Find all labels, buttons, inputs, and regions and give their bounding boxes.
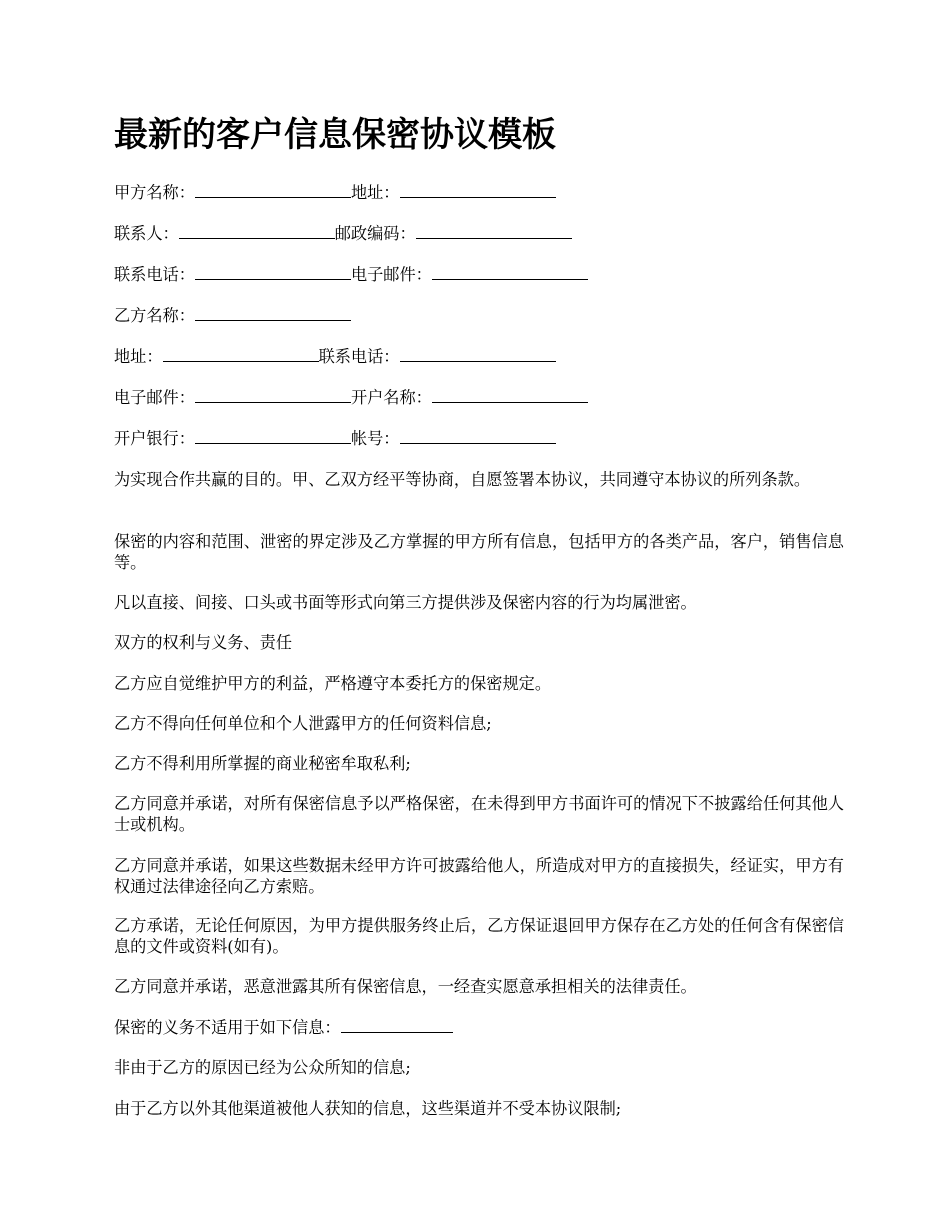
paragraph-3: 凡以直接、间接、口头或书面等形式向第三方提供涉及保密内容的行为均属泄密。 (114, 593, 697, 612)
paragraph-6: 乙方不得向任何单位和个人泄露甲方的任何资料信息; (114, 714, 492, 733)
party-b-email-blank[interactable] (195, 387, 351, 403)
account-name-label: 开户名称： (350, 388, 432, 407)
paragraph-9: 乙方同意并承诺，如果这些数据未经甲方许可披露给他人，所造成对甲方的直接损失，经证实，甲方有权通过法律途径向乙方索赔。 (114, 856, 844, 896)
party-b-email-row (114, 387, 844, 408)
paragraph-11: 乙方同意并承诺，恶意泄露其所有保密信息，一经查实愿意承担相关的法律责任。 (114, 977, 697, 996)
bank-label: 开户银行： (114, 429, 195, 448)
party-b-name-blank[interactable] (195, 305, 351, 321)
account-number-label: 帐号： (350, 429, 400, 448)
postal-code-label: 邮政编码： (334, 224, 416, 243)
party-b-address-blank[interactable] (163, 346, 319, 362)
paragraph-12: 保密的义务不适用于如下信息： (114, 1018, 341, 1037)
party-b-phone-label: 联系电话： (318, 347, 400, 366)
contact-phone-label: 联系电话： (114, 265, 195, 284)
address-label: 地址： (350, 183, 400, 202)
contact-person-blank[interactable] (179, 223, 335, 239)
contact-person-label: 联系人： (114, 224, 179, 243)
exceptions-blank[interactable] (341, 1017, 453, 1033)
account-number-blank[interactable] (400, 428, 556, 444)
postal-code-blank[interactable] (416, 223, 572, 239)
paragraph-13: 非由于乙方的原因已经为公众所知的信息; (114, 1058, 411, 1077)
paragraph-8: 乙方同意并承诺，对所有保密信息予以严格保密，在未得到甲方书面许可的情况下不披露给任何其他人士或机构。 (114, 794, 844, 834)
paragraph-12-row (114, 1017, 844, 1038)
contact-row (114, 223, 844, 244)
party-a-name-label: 甲方名称： (114, 183, 195, 202)
paragraph-5: 乙方应自觉维护甲方的利益，严格遵守本委托方的保密规定。 (114, 674, 552, 693)
contact-phone-blank[interactable] (195, 264, 351, 280)
bank-blank[interactable] (195, 428, 351, 444)
email-label: 电子邮件： (350, 265, 432, 284)
paragraph-2: 保密的内容和范围、泄密的界定涉及乙方掌握的甲方所有信息，包括甲方的各类产品，客户，销售信息等。 (114, 532, 844, 572)
party-b-name-label: 乙方名称： (114, 306, 195, 325)
paragraph-4: 双方的权利与义务、责任 (114, 633, 293, 652)
bank-row (114, 428, 844, 449)
party-b-phone-blank[interactable] (400, 346, 556, 362)
party-a-row (114, 182, 844, 203)
paragraph-10: 乙方承诺，无论任何原因，为甲方提供服务终止后，乙方保证退回甲方保存在乙方处的任何含有保密信息的文件或资料(如有)。 (114, 916, 844, 956)
party-b-email-label: 电子邮件： (114, 388, 195, 407)
party-b-row (114, 305, 844, 326)
document-title: 最新的客户信息保密协议模板 (114, 115, 556, 155)
address-blank[interactable] (400, 182, 556, 198)
party-a-name-blank[interactable] (195, 182, 351, 198)
party-b-address-label: 地址： (114, 347, 163, 366)
paragraph-14: 由于乙方以外其他渠道被他人获知的信息，这些渠道并不受本协议限制; (114, 1099, 622, 1118)
email-blank[interactable] (432, 264, 588, 280)
paragraph-7: 乙方不得利用所掌握的商业秘密牟取私利; (114, 754, 411, 773)
account-name-blank[interactable] (432, 387, 588, 403)
phone-email-row (114, 264, 844, 285)
party-b-address-row (114, 346, 844, 367)
paragraph-1: 为实现合作共赢的目的。甲、乙双方经平等协商，自愿签署本协议，共同遵守本协议的所列条款。 (114, 470, 811, 489)
